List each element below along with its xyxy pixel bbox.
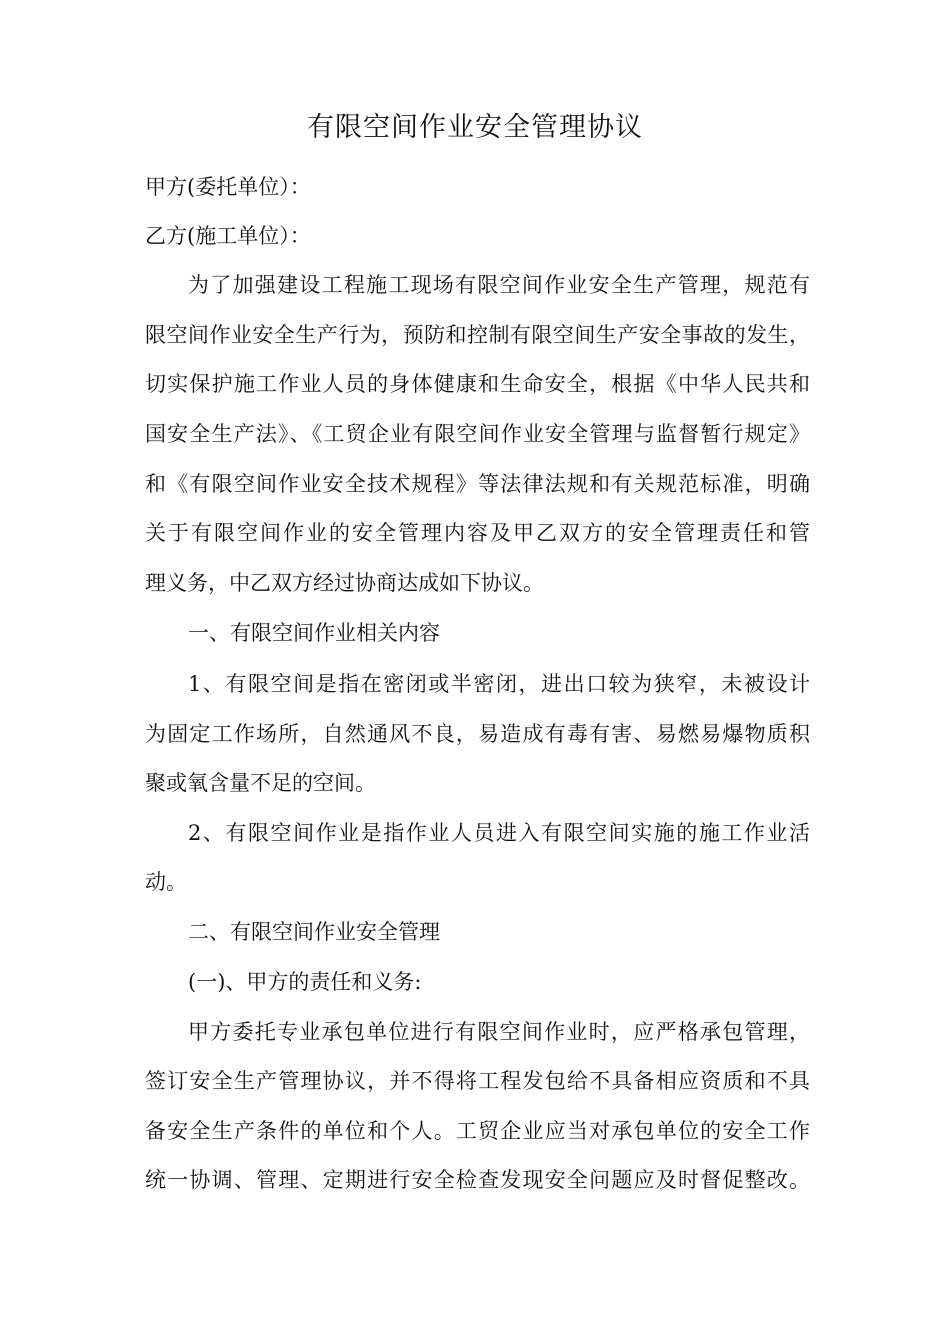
section-heading: 一、有限空间作业相关内容 <box>188 621 440 645</box>
subsection-heading: (一)、甲方的责任和义务: <box>188 970 422 994</box>
clause-line: 备安全生产条件的单位和个人。工贸企业应当对承包单位的安全工作 <box>145 1119 810 1143</box>
preamble-line: 为了加强建设工程施工现场有限空间作业安全生产管理，规范有 <box>188 273 810 297</box>
clause-line: 签订安全生产管理协议，并不得将工程发包给不具备相应资质和不具 <box>145 1069 810 1093</box>
party-a-label: 甲方(委托单位）： <box>145 175 311 199</box>
document-title: 有限空间作业安全管理协议 <box>307 112 643 143</box>
clause-line: 甲方委托专业承包单位进行有限空间作业时，应严格承包管理， <box>188 1020 810 1044</box>
clause-line: 聚或氧含量不足的空间。 <box>145 771 376 795</box>
preamble-line: 国安全生产法》、《工贸企业有限空间作业安全管理与监督暂行规定》 <box>145 422 810 446</box>
clause-line: 1、有限空间是指在密闭或半密闭，进出口较为狭窄，未被设计 <box>188 672 810 696</box>
clause-line: 统一协调、管理、定期进行安全检查发现安全问题应及时督促整改。 <box>145 1168 810 1192</box>
preamble-line: 和《有限空间作业安全技术规程》等法律法规和有关规范标准，明确 <box>145 472 810 496</box>
party-b-label: 乙方(施工单位）： <box>145 224 311 248</box>
clause-line: 2、有限空间作业是指作业人员进入有限空间实施的施工作业活 <box>188 821 810 845</box>
clause-line: 为固定工作场所，自然通风不良，易造成有毒有害、易燃易爆物质积 <box>145 722 810 746</box>
preamble-line: 关于有限空间作业的安全管理内容及甲乙双方的安全管理责任和管 <box>145 521 810 545</box>
section-heading: 二、有限空间作业安全管理 <box>188 920 440 944</box>
preamble-line: 理义务，中乙双方经过协商达成如下协议。 <box>145 571 544 595</box>
clause-line: 动。 <box>145 870 187 894</box>
preamble-line: 限空间作业安全生产行为，预防和控制有限空间生产安全事故的发生， <box>145 323 810 347</box>
preamble-line: 切实保护施工作业人员的身体健康和生命安全，根据《中华人民共和 <box>145 372 810 396</box>
